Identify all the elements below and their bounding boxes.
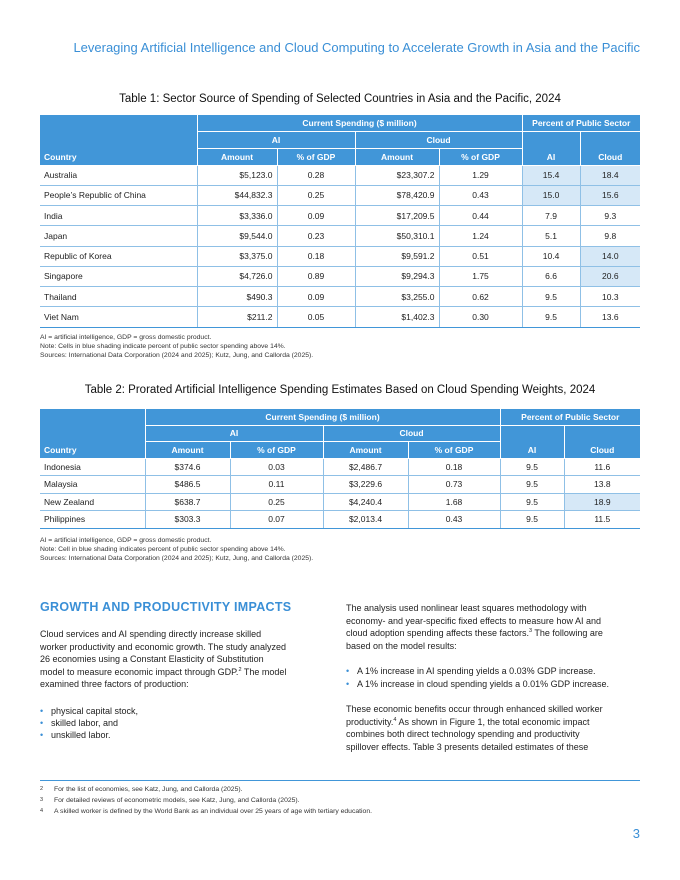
bullet-icon: •	[40, 730, 44, 740]
public-ai-cell: 5.1	[522, 226, 580, 246]
footnote-ref[interactable]: 2	[238, 666, 242, 673]
table2-note-abbrev: AI = artificial intelligence, GDP = gross domestic product.	[40, 537, 212, 544]
table1-note-abbrev: AI = artificial intelligence, GDP = gross domestic product.	[40, 334, 212, 341]
text-line: These economic benefits occur through enhanced skilled worker	[346, 704, 603, 714]
footnote-text: For the list of economies, see Katz, Jung, and Callorda (2025).	[54, 786, 243, 793]
public-ai-cell: 9.5	[500, 493, 564, 511]
country-cell: Indonesia	[40, 458, 145, 476]
ai-gdp-cell: 0.25	[230, 493, 323, 511]
cloud-amount-cell: $3,255.0	[355, 287, 439, 307]
list-item-text: unskilled labor.	[51, 730, 111, 740]
table-row	[40, 226, 640, 246]
ai-gdp-cell: 0.09	[277, 206, 355, 226]
table-row	[40, 493, 640, 511]
page-number: 3	[632, 826, 640, 841]
public-cloud-cell: 13.8	[564, 476, 640, 494]
cloud-amount-cell: $9,591.2	[355, 246, 439, 266]
cloud-gdp-cell: 1.24	[439, 226, 522, 246]
country-cell: Republic of Korea	[40, 246, 197, 266]
public-cloud-cell: 15.6	[580, 185, 640, 205]
ai-amount-cell: $44,832.3	[197, 185, 277, 205]
ai-gdp-cell: 0.03	[230, 458, 323, 476]
public-cloud-cell: 9.3	[580, 206, 640, 226]
cloud-amount-cell: $9,294.3	[355, 266, 439, 286]
ai-gdp-cell: 0.18	[277, 246, 355, 266]
public-cloud-cell: 18.9	[564, 493, 640, 511]
table1-caption: Table 1: Sector Source of Spending of Selected Countries in Asia and the Pacific, 2024	[119, 93, 561, 105]
text-fragment: As shown in Figure 1, the total economic impact	[398, 716, 590, 727]
ai-amount-cell: $9,544.0	[197, 226, 277, 246]
text-line	[40, 666, 286, 679]
public-cloud-cell: 10.3	[580, 287, 640, 307]
list-item	[40, 706, 138, 718]
left-paragraph	[40, 628, 286, 691]
footnote	[40, 808, 372, 815]
cloud-gdp-cell: 1.29	[439, 165, 522, 185]
cloud-amount-cell: $2,013.4	[323, 511, 408, 529]
country-cell: Thailand	[40, 287, 197, 307]
public-ai-cell: 15.4	[522, 165, 580, 185]
table-row	[40, 307, 640, 327]
table-row	[40, 511, 640, 529]
text-line: economy- and year-specific fixed effects to measure how AI and	[346, 615, 601, 626]
public-cloud-cell: 20.6	[580, 266, 640, 286]
bullet-icon: •	[40, 706, 44, 716]
footnote-number: 2	[40, 786, 44, 792]
cloud-amount-cell: $2,486.7	[323, 458, 408, 476]
public-ai-cell: 9.5	[522, 307, 580, 327]
footnote-text: A skilled worker is defined by the World Bank as an individual over 25 years of age with tertiary education.	[54, 808, 372, 815]
country-cell: Japan	[40, 226, 197, 246]
ai-amount-cell: $638.7	[145, 493, 230, 511]
footnote	[40, 797, 300, 804]
col-pub-cloud-header: Cloud	[580, 131, 640, 165]
list-item	[346, 679, 609, 692]
table1-note-sources: Sources: International Data Corporation (2024 and 2025); Kutz, Jung, and Callorda (2025).	[40, 352, 314, 359]
ai-amount-cell: $486.5	[145, 476, 230, 494]
bullet-icon: •	[40, 718, 44, 728]
table-row	[40, 287, 640, 307]
col-cloud-gdp-header: % of GDP	[408, 441, 500, 458]
cloud-amount-cell: $3,229.6	[323, 476, 408, 494]
col-ai-amount-header: Amount	[145, 441, 230, 458]
table2-note-shading: Note: Cell in blue shading indicates percent of public sector spending above 14%.	[40, 546, 286, 553]
ai-amount-cell: $211.2	[197, 307, 277, 327]
ai-group-header: AI	[145, 425, 323, 441]
right-paragraph	[346, 602, 603, 652]
col-ai-gdp-header: % of GDP	[230, 441, 323, 458]
table-row	[40, 165, 640, 185]
table1	[40, 115, 640, 328]
text-line: combines both direct technology spending and productivity	[346, 729, 580, 739]
cloud-gdp-cell: 0.43	[439, 185, 522, 205]
public-ai-cell: 9.5	[500, 511, 564, 529]
country-cell: India	[40, 206, 197, 226]
cloud-gdp-cell: 0.43	[408, 511, 500, 529]
footnote-text: For detailed reviews of econometric models, see Katz, Jung, and Callorda (2025).	[54, 797, 300, 804]
public-sector-header: Percent of Public Sector	[522, 115, 640, 131]
country-cell: Malaysia	[40, 476, 145, 494]
cloud-gdp-cell: 0.73	[408, 476, 500, 494]
text-fragment: The following are	[534, 628, 603, 638]
ai-gdp-cell: 0.28	[277, 165, 355, 185]
cloud-amount-cell: $17,209.5	[355, 206, 439, 226]
text-line: The analysis used nonlinear least squares methodology with	[346, 603, 587, 613]
cloud-gdp-cell: 0.30	[439, 307, 522, 327]
footnote-number: 3	[40, 797, 44, 803]
col-cloud-amount-header: Amount	[355, 148, 439, 165]
cloud-group-header: Cloud	[355, 131, 522, 148]
public-cloud-cell: 18.4	[580, 165, 640, 185]
text-fragment: The model	[243, 666, 287, 677]
table-row	[40, 476, 640, 494]
public-cloud-cell: 9.8	[580, 226, 640, 246]
cloud-gdp-cell: 1.68	[408, 493, 500, 511]
text-line: 26 economies using a Constant Elasticity of Substitution	[40, 654, 264, 664]
public-ai-cell: 9.5	[500, 476, 564, 494]
right-paragraph-2	[346, 703, 603, 753]
ai-amount-cell: $303.3	[145, 511, 230, 529]
country-cell: Philippines	[40, 511, 145, 529]
table2-note-sources: Sources: International Data Corporation (2024 and 2025); Kutz, Jung, and Callorda (2025).	[40, 555, 314, 562]
footnote-ref[interactable]: 4	[393, 716, 397, 723]
ai-amount-cell: $5,123.0	[197, 165, 277, 185]
cloud-amount-cell: $78,420.9	[355, 185, 439, 205]
text-line	[346, 627, 603, 640]
right-bullet-list	[346, 666, 609, 692]
col-country-header: Country	[40, 409, 145, 458]
col-cloud-amount-header: Amount	[323, 441, 408, 458]
table1-note-shading: Note: Cells in blue shading indicate percent of public sector spending above 14%.	[40, 343, 286, 350]
col-pub-cloud-header: Cloud	[564, 425, 640, 458]
public-ai-cell: 9.5	[500, 458, 564, 476]
ai-group-header: AI	[197, 131, 355, 148]
cloud-gdp-cell: 0.18	[408, 458, 500, 476]
text-line: Cloud services and AI spending directly increase skilled	[40, 629, 262, 639]
country-cell: Singapore	[40, 266, 197, 286]
cloud-gdp-cell: 0.62	[439, 287, 522, 307]
left-bullet-list	[40, 706, 138, 742]
footnote-number: 4	[40, 808, 44, 814]
footnote	[40, 786, 243, 793]
col-pub-ai-header: AI	[522, 131, 580, 165]
country-cell: New Zealand	[40, 493, 145, 511]
public-sector-header: Percent of Public Sector	[500, 409, 640, 425]
ai-amount-cell: $3,375.0	[197, 246, 277, 266]
ai-amount-cell: $3,336.0	[197, 206, 277, 226]
text-line: worker productivity and economic growth. The study analyzed	[40, 641, 286, 652]
current-spending-header: Current Spending ($ million)	[145, 409, 500, 425]
list-item-text: A 1% increase in cloud spending yields a 0.01% GDP increase.	[357, 679, 609, 689]
col-ai-amount-header: Amount	[197, 148, 277, 165]
ai-amount-cell: $374.6	[145, 458, 230, 476]
cloud-amount-cell: $23,307.2	[355, 165, 439, 185]
public-ai-cell: 15.0	[522, 185, 580, 205]
list-item	[40, 730, 138, 742]
section-heading: GROWTH AND PRODUCTIVITY IMPACTS	[40, 600, 292, 614]
ai-gdp-cell: 0.09	[277, 287, 355, 307]
list-item	[40, 718, 138, 730]
ai-amount-cell: $490.3	[197, 287, 277, 307]
current-spending-header: Current Spending ($ million)	[197, 115, 522, 131]
ai-gdp-cell: 0.07	[230, 511, 323, 529]
col-country-header: Country	[40, 115, 197, 165]
running-header: Leveraging Artificial Intelligence and Cloud Computing to Accelerate Growth in Asia and the Pacific	[73, 40, 640, 55]
list-item-text: skilled labor, and	[51, 718, 119, 728]
cloud-group-header: Cloud	[323, 425, 500, 441]
text-line	[346, 716, 603, 729]
public-ai-cell: 10.4	[522, 246, 580, 266]
footnote-ref[interactable]: 3	[528, 628, 533, 634]
country-cell: People’s Republic of China	[40, 185, 197, 205]
table-row	[40, 246, 640, 266]
table2-caption: Table 2: Prorated Artificial Intelligence Spending Estimates Based on Cloud Spending Weights, 2024	[84, 384, 596, 396]
cloud-gdp-cell: 1.75	[439, 266, 522, 286]
text-line: examined three factors of production:	[40, 679, 189, 689]
ai-gdp-cell: 0.89	[277, 266, 355, 286]
footnote-divider	[40, 780, 640, 781]
list-item-text: physical capital stock,	[51, 706, 139, 716]
text-fragment: model to measure economic impact through GDP.	[40, 666, 239, 677]
table-row	[40, 458, 640, 476]
bullet-icon: •	[346, 679, 350, 689]
table-row	[40, 185, 640, 205]
cloud-amount-cell: $4,240.4	[323, 493, 408, 511]
ai-gdp-cell: 0.25	[277, 185, 355, 205]
public-cloud-cell: 14.0	[580, 246, 640, 266]
cloud-amount-cell: $1,402.3	[355, 307, 439, 327]
public-cloud-cell: 11.6	[564, 458, 640, 476]
table2	[40, 409, 640, 529]
table-row	[40, 266, 640, 286]
public-ai-cell: 7.9	[522, 206, 580, 226]
cloud-gdp-cell: 0.51	[439, 246, 522, 266]
col-cloud-gdp-header: % of GDP	[439, 148, 522, 165]
list-item	[346, 666, 609, 679]
cloud-amount-cell: $50,310.1	[355, 226, 439, 246]
list-item-text: A 1% increase in AI spending yields a 0.03% GDP increase.	[357, 666, 596, 676]
public-ai-cell: 9.5	[522, 287, 580, 307]
col-ai-gdp-header: % of GDP	[277, 148, 355, 165]
text-fragment: productivity.	[346, 716, 394, 727]
public-ai-cell: 6.6	[522, 266, 580, 286]
public-cloud-cell: 13.6	[580, 307, 640, 327]
ai-gdp-cell: 0.05	[277, 307, 355, 327]
text-line: based on the model results:	[346, 640, 457, 651]
ai-gdp-cell: 0.23	[277, 226, 355, 246]
cloud-gdp-cell: 0.44	[439, 206, 522, 226]
ai-amount-cell: $4,726.0	[197, 266, 277, 286]
table-row	[40, 206, 640, 226]
col-pub-ai-header: AI	[500, 425, 564, 458]
country-cell: Australia	[40, 165, 197, 185]
ai-gdp-cell: 0.11	[230, 476, 323, 494]
bullet-icon: •	[346, 666, 350, 676]
country-cell: Viet Nam	[40, 307, 197, 327]
text-fragment: cloud adoption spending affects these factors.	[346, 628, 529, 638]
public-cloud-cell: 11.5	[564, 511, 640, 529]
text-line: spillover effects. Table 3 presents detailed estimates of these	[346, 741, 589, 752]
